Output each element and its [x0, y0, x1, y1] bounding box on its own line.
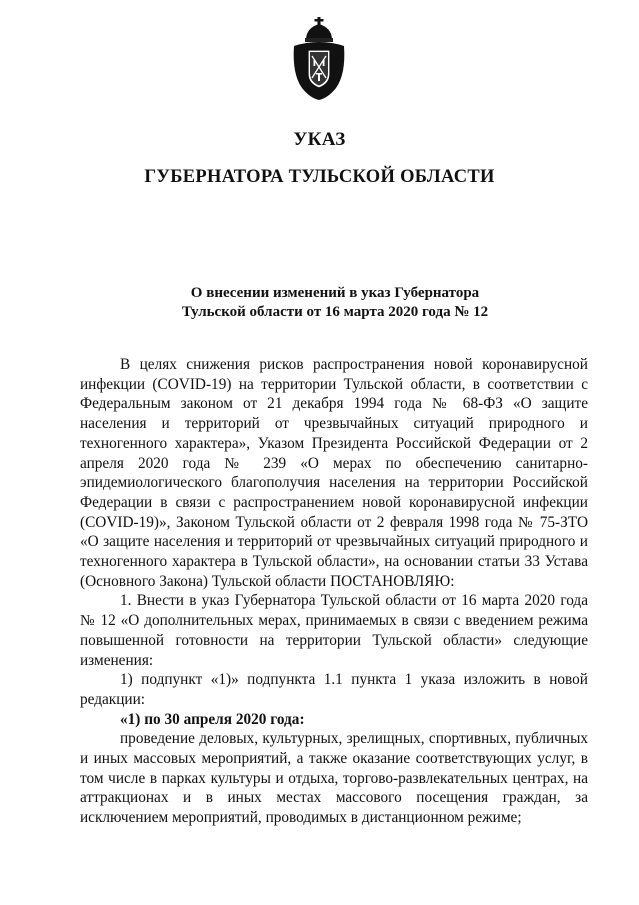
decree-body	[80, 355, 588, 828]
tula-coat-of-arms-icon	[288, 16, 350, 102]
subject-line-2: Тульской области от 16 марта 2020 года № 12	[181, 304, 489, 320]
decree-subject	[100, 284, 570, 322]
subitem-1-paragraph: 1) подпункт «1)» подпункта 1.1 пункта 1 указа изложить в новой редакции:	[80, 671, 588, 708]
preamble-paragraph: В целях снижения рисков распространения новой коронавирусной инфекции (COVID-19) на территории Тульской области, в соответствии с Федеральным законом от 21 декабря 1994 года № 68-ФЗ «О защите населения и территорий от чрезвычайных ситуаций природного и техногенного характера», Указом Президента Российской Федерации от 2 апреля 2020 года № 239 «О мерах по обеспечению санитарно-эпидемиологического благополучия населения на территории Российской Федерации в связи с распространением новой коронавирусной инфекции (COVID-19)», Законом Тульской области от 2 февраля 1998 года № 75-ЗТО «О защите населения и территорий от чрезвычайных ситуаций природного и техногенного характера в Тульской области», на основании статьи 33 Устава (Основного Закона) Тульской области ПОСТАНОВЛЯЮ:	[80, 356, 588, 590]
decree-title: УКАЗ	[293, 129, 346, 150]
period-heading: «1) по 30 апреля 2020 года:	[120, 710, 305, 728]
item-1-paragraph: 1. Внести в указ Губернатора Тульской области от 16 марта 2020 года № 12 «О дополнительных мерах, принимаемых в связи с введением режима повышенной готовности на территории Тульской области» следующие изменения:	[80, 592, 588, 669]
subject-line-1: О внесении изменений в указ Губернатора	[190, 285, 480, 301]
decree-issuer: ГУБЕРНАТОРА ТУЛЬСКОЙ ОБЛАСТИ	[144, 167, 495, 187]
restrictions-paragraph: проведение деловых, культурных, зрелищных, спортивных, публичных и иных массовых мероприятий, а также оказание соответствующих услуг, в том числе в парках культуры и отдыха, торгово-развлекательных центрах, на аттракционах и в иных местах массового посещения граждан, за исключением мероприятий, проводимых в дистанционном режиме;	[80, 730, 588, 827]
